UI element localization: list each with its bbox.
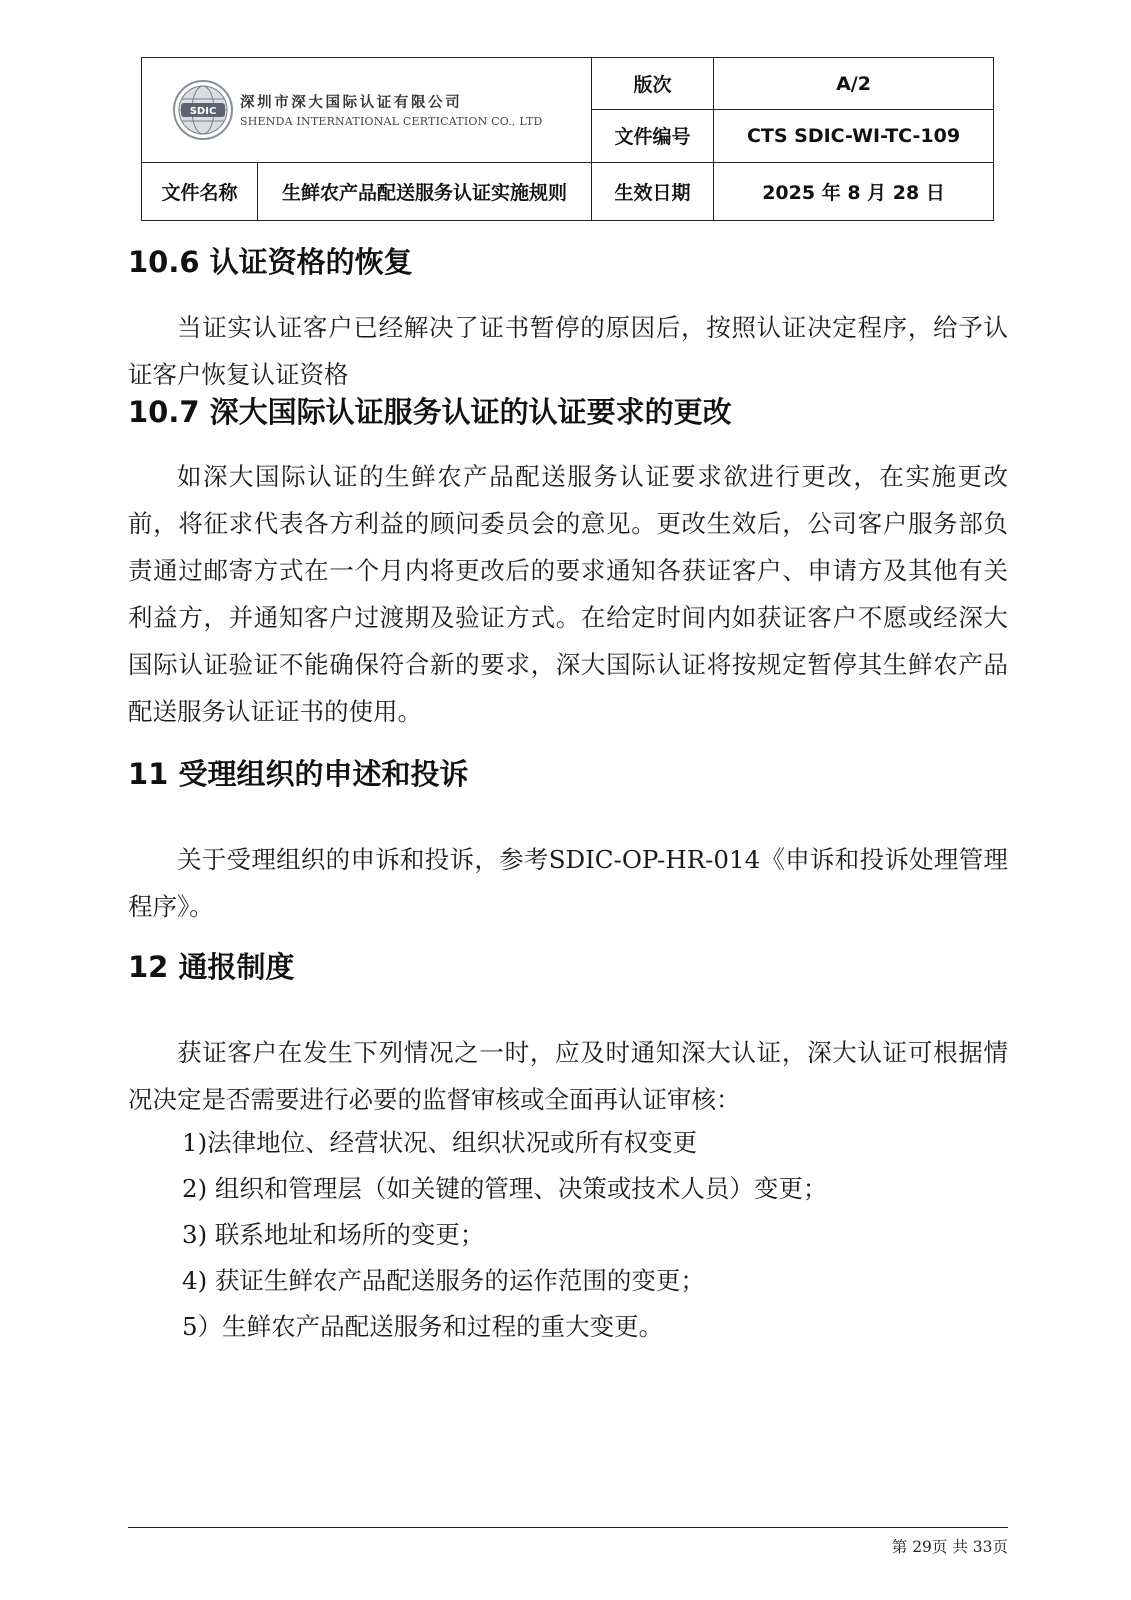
- section-12-title: 12 通报制度: [128, 950, 295, 984]
- footer-divider: [128, 1527, 1008, 1528]
- section-10-7-title: 10.7 深大国际认证服务认证的认证要求的更改: [128, 395, 732, 429]
- version-value: A/2: [714, 58, 994, 110]
- section-10-6-body: 当证实认证客户已经解决了证书暂停的原因后，按照认证决定程序，给予认证客户恢复认证资格: [128, 313, 1008, 389]
- list-item: 4) 获证生鲜农产品配送服务的运作范围的变更；: [182, 1266, 705, 1295]
- section-11-body: 关于受理组织的申诉和投诉，参考SDIC-OP-HR-014《申诉和投诉处理管理程序》。: [128, 845, 1008, 921]
- section-10-6-title: 10.6 认证资格的恢复: [128, 245, 413, 279]
- doc-number-label: 文件编号: [592, 110, 714, 162]
- section-10-7-body: 如深大国际认证的生鲜农产品配送服务认证要求欲进行更改，在实施更改前，将征求代表各方利益的顾问委员会的意见。更改生效后，公司客户服务部负责通过邮寄方式在一个月内将更改后的要求通知各获证客户、申请方及其他有关利益方，并通知客户过渡期及验证方式。在给定时间内如获证客户不愿或经深大国际认证验证不能确保符合新的要求，深大国际认证将按规定暂停其生鲜农产品配送服务认证证书的使用。: [128, 462, 1008, 726]
- effective-date-label: 生效日期: [592, 162, 714, 220]
- company-logo-cell: [142, 58, 592, 163]
- document-header-table: [141, 57, 994, 221]
- doc-name-label: 文件名称: [142, 162, 258, 220]
- section-11-title: 11 受理组织的申述和投诉: [128, 757, 469, 791]
- version-label: 版次: [592, 58, 714, 110]
- list-item: 5）生鲜农产品配送服务和过程的重大变更。: [182, 1312, 664, 1341]
- logo-text: SDIC: [189, 105, 217, 117]
- page-number: 第 29页 共 33页: [891, 1538, 1008, 1556]
- company-name-en: SHENDA INTERNATIONAL CERTICATION CO., LTD: [240, 115, 543, 129]
- globe-logo-icon: [172, 79, 234, 141]
- doc-name-value: 生鲜农产品配送服务认证实施规则: [258, 162, 592, 220]
- effective-date-value: 2025 年 8 月 28 日: [714, 162, 994, 220]
- list-item: 1)法律地位、经营状况、组织状况或所有权变更: [182, 1128, 698, 1157]
- list-item: 2) 组织和管理层（如关键的管理、决策或技术人员）变更；: [182, 1174, 828, 1203]
- list-item: 3) 联系地址和场所的变更；: [182, 1220, 485, 1249]
- section-12-body: 获证客户在发生下列情况之一时，应及时通知深大认证，深大认证可根据情况决定是否需要进行必要的监督审核或全面再认证审核：: [128, 1038, 1008, 1114]
- company-name-cn: 深圳市深大国际认证有限公司: [240, 95, 463, 112]
- change-notification-list: [182, 1120, 827, 1350]
- doc-number-value: CTS SDIC-WI-TC-109: [714, 110, 994, 162]
